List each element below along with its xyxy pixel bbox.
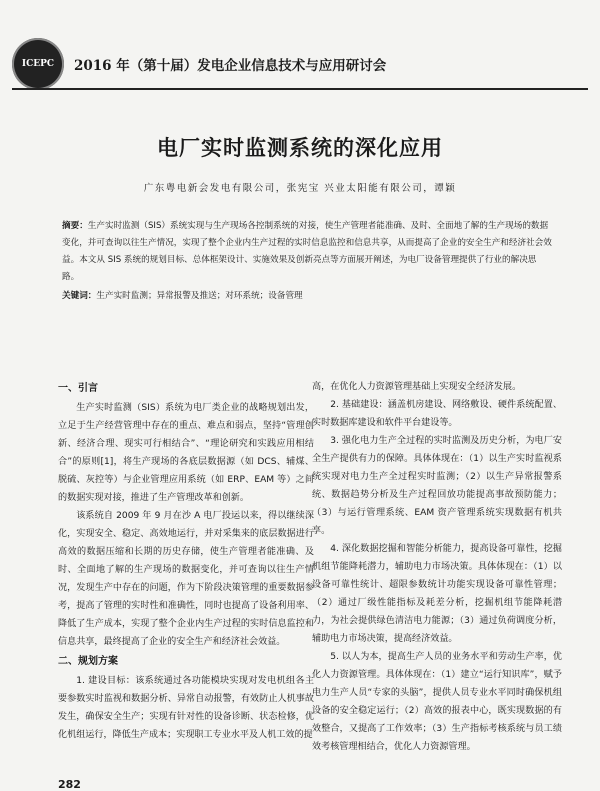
- header-rule: [12, 88, 588, 90]
- abstract-label: 摘要：: [62, 221, 88, 231]
- abstract-block: [62, 218, 552, 305]
- keywords-text: 生产实时监测；异常报警及推送；对环系统；设备管理: [96, 291, 303, 301]
- right-column: [312, 378, 562, 756]
- conference-logo: ICEPC: [12, 38, 64, 90]
- paragraph: 2. 基础建设：涵盖机房建设、网络敷设、硬件系统配置、实时数据库建设和软件平台建设等。: [312, 400, 562, 428]
- conference-header: [12, 38, 386, 90]
- paragraph: 生产实时监测（SIS）系统为电厂类企业的战略规划出发，立足于生产经营管理中存在的重点、难点和弱点，坚持“管理创新、经济合理、现实可行相结合”、“理论研究和实践应用相结合”的原则[1]，将生产现场的各底层数据源（如 DCS、辅煤、脱硫、灰控等）与企业管理应用系统（如 ERP、EAM 等）之间的数据实现对接，推进了生产管理改革和创新。: [58, 403, 314, 503]
- page-number: 282: [58, 778, 81, 791]
- left-column: [58, 378, 314, 744]
- paper-title: 电厂实时监测系统的深化应用: [157, 136, 443, 160]
- abstract-text: 生产实时监测（SIS）系统实现与生产现场各控制系统的对接，使生产管理者能准确、及时、全面地了解的生产现场的数据变化，并可查询以往生产情况，实现了整个企业内生产过程的实时信息监控和信息共享，从而提高了企业的安全生产和经济社会效益。本文从 SIS 系统的规划目标、总体框架设计、实施效果及创新亮点等方面展开阐述，为电厂设备管理提供了行业的解决思路。: [62, 221, 552, 282]
- keywords: [62, 288, 552, 305]
- paragraph: 4. 深化数据挖掘和智能分析能力，提高设备可靠性，挖掘机组节能降耗潜力，辅助电力市场决策。具体体现在：（1）以设备可靠性统计、超限参数统计功能实现设备可靠性管理；（2）通过厂级性能指标及耗差分析，挖掘机组节能降耗潜力，为社会提供绿色清洁电力能源；（3）通过负荷调度分析，辅助电力市场决策，提高经济效益。: [312, 544, 562, 644]
- keywords-label: 关键词：: [62, 291, 97, 301]
- section-heading-plan: 二、规划方案: [58, 656, 118, 667]
- paragraph: 3. 强化电力生产全过程的实时监测及历史分析，为电厂安全生产提供有力的保障。具体体现在：（1）以生产实时监视系统实现对电力生产全过程实时监测；（2）以生产异常报警系统、数据趋势分析及生产过程回放功能提高事故预防能力；（3）与运行管理系统、EAM 资产管理系统实现数据有机共享。: [312, 436, 562, 536]
- abstract: [62, 218, 552, 286]
- paragraph: 1. 建设目标：该系统通过各功能模块实现对发电机组各主要参数实时监视和数据分析、异常自动报警，有效防止人机事故发生，确保安全生产；实现有针对性的设备诊断、状态检修，优化机组运行，降低生产成本；实现职工专业水平及人机工效的提: [58, 676, 314, 740]
- section-heading-intro: 一、引言: [58, 383, 98, 394]
- conference-title: 2016 年（第十届）发电企业信息技术与应用研讨会: [74, 58, 387, 74]
- paragraph: 高，在优化人力资源管理基础上实现安全经济发展。: [312, 382, 522, 392]
- paragraph: 5. 以人为本，提高生产人员的业务水平和劳动生产率，优化人力资源管理。具体体现在：（1）建立“运行知识库”，赋予电力生产人员“专家的头脑”，提供人员专业水平同时确保机组设备的安全稳定运行；（2）高效的报表中心，既实现数据的有效整合，又提高了工作效率；（3）生产指标考核系统与员工绩效考核管理相结合，优化人力资源管理。: [312, 652, 562, 752]
- paper-authors: 广东粤电新会发电有限公司，张宪宝 兴业太阳能有限公司，谭颖: [143, 183, 457, 194]
- paragraph: 该系统自 2009 年 9 月在沙 A 电厂投运以来，得以继续深化，实现安全、稳定、高效地运行，并对采集来的底层数据进行高效的数据压缩和长期的历史存储，使生产管理者能准确、及时、全面地了解的生产现场的数据变化，并可查询以往生产情况，发现生产中存在的问题，作为下阶段决策管理的重要数据参考，提高了管理的实时性和准确性，同时也提高了设备利用率、降低了生产成本，实现了整个企业内生产过程的实时信息监控和信息共享，最终提高了企业的安全生产和经济社会效益。: [58, 511, 314, 647]
